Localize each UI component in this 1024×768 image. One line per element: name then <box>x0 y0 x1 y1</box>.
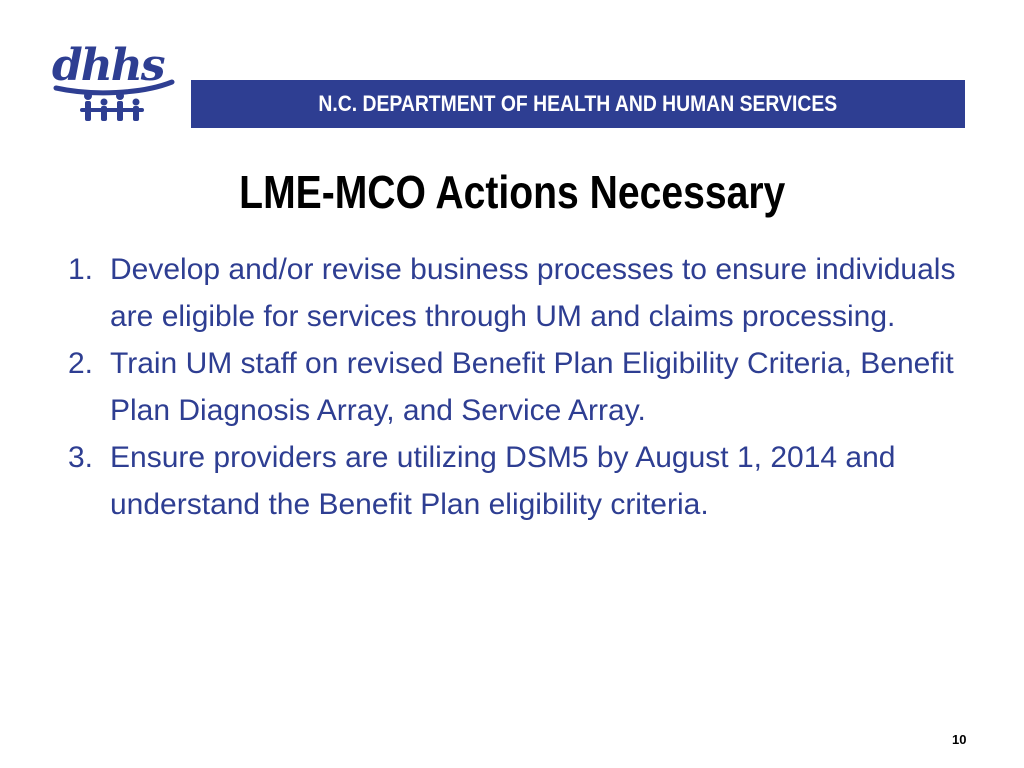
header-bar <box>191 80 965 128</box>
logo-text: dhhs <box>52 40 164 91</box>
list-item <box>68 340 968 434</box>
list-item <box>68 246 968 340</box>
slide-title-text: LME-MCO Actions Necessary <box>238 166 786 218</box>
list-item-number: 2. <box>68 347 94 380</box>
dhhs-logo <box>52 40 176 130</box>
list-item-text: Ensure providers are utilizing DSM5 by August 1, 2014 and understand the Benefit Plan eligibility criteria. <box>110 441 896 521</box>
list-item <box>68 434 968 528</box>
dhhs-family-logo-icon <box>52 40 176 130</box>
header-title: N.C. DEPARTMENT OF HEALTH AND HUMAN SERVICES <box>318 91 838 116</box>
page-number: 10 <box>952 732 967 747</box>
list-item-number: 1. <box>68 253 94 286</box>
list-item-text: Train UM staff on revised Benefit Plan Eligibility Criteria, Benefit Plan Diagnosis Array, and Service Array. <box>110 347 954 427</box>
list-item-number: 3. <box>68 441 94 474</box>
slide-title <box>0 160 1024 224</box>
list-item-text: Develop and/or revise business processes to ensure individuals are eligible for services through UM and claims processing. <box>110 253 956 333</box>
action-list <box>68 246 968 528</box>
